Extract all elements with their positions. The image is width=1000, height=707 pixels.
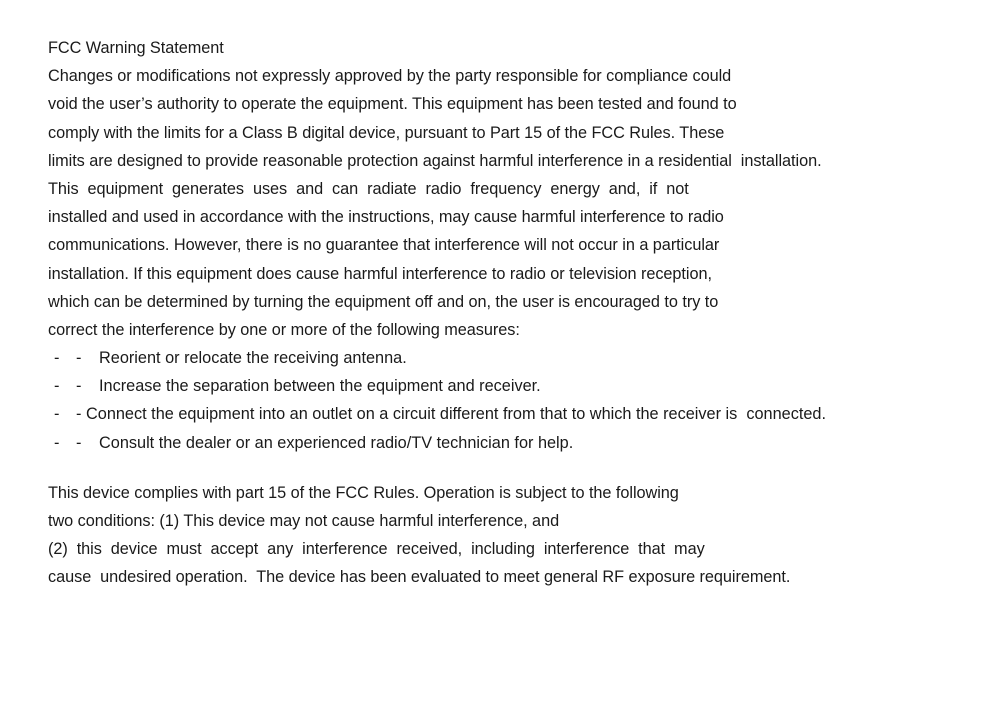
paragraph-line: This device complies with part 15 of the FCC Rules. Operation is subject to the following <box>48 483 679 502</box>
paragraph-line: limits are designed to provide reasonable protection against harmful interference in a residential installation. <box>48 151 822 170</box>
list-item <box>48 429 988 457</box>
list-item-text: Connect the equipment into an outlet on a circuit different from that to which the receiver is connected. <box>86 405 827 424</box>
paragraph-spacer <box>48 457 988 479</box>
paragraph-line: comply with the limits for a Class B digital device, pursuant to Part 15 of the FCC Rules. These <box>48 123 725 142</box>
list-item-text: Increase the separation between the equipment and receiver. <box>99 377 541 396</box>
paragraph-interference-notice <box>48 62 988 344</box>
paragraph-line: which can be determined by turning the equipment off and on, the user is encouraged to try to <box>48 292 719 311</box>
bullet-marker: - - <box>54 405 88 424</box>
measures-list <box>48 344 988 457</box>
list-item <box>48 372 988 400</box>
paragraph-line: This equipment generates uses and can radiate radio frequency energy and, if not <box>48 179 689 198</box>
paragraph-line: cause undesired operation. The device has been evaluated to meet general RF exposure requirement. <box>48 568 791 587</box>
paragraph-line: installed and used in accordance with the instructions, may cause harmful interference to radio <box>48 208 724 227</box>
document-title: FCC Warning Statement <box>48 39 224 57</box>
fcc-statement-document <box>48 34 988 592</box>
list-item <box>48 344 988 372</box>
list-item-text: Consult the dealer or an experienced radio/TV technician for help. <box>99 433 574 452</box>
paragraph-line: Changes or modifications not expressly approved by the party responsible for compliance could <box>48 67 732 86</box>
list-item <box>48 400 988 428</box>
list-item-text: Reorient or relocate the receiving antenna. <box>99 349 407 368</box>
bullet-marker: - - <box>54 433 88 452</box>
paragraph-line: communications. However, there is no guarantee that interference will not occur in a particular <box>48 236 720 255</box>
paragraph-line: two conditions: (1) This device may not cause harmful interference, and <box>48 512 560 530</box>
paragraph-part15-compliance <box>48 479 988 592</box>
bullet-marker: - - <box>54 349 88 368</box>
paragraph-line: installation. If this equipment does cause harmful interference to radio or television reception, <box>48 264 712 283</box>
paragraph-line: void the user’s authority to operate the equipment. This equipment has been tested and found to <box>48 95 737 114</box>
paragraph-line: correct the interference by one or more of the following measures: <box>48 320 520 339</box>
paragraph-line: (2) this device must accept any interference received, including interference that may <box>48 540 705 559</box>
bullet-marker: - - <box>54 377 88 396</box>
